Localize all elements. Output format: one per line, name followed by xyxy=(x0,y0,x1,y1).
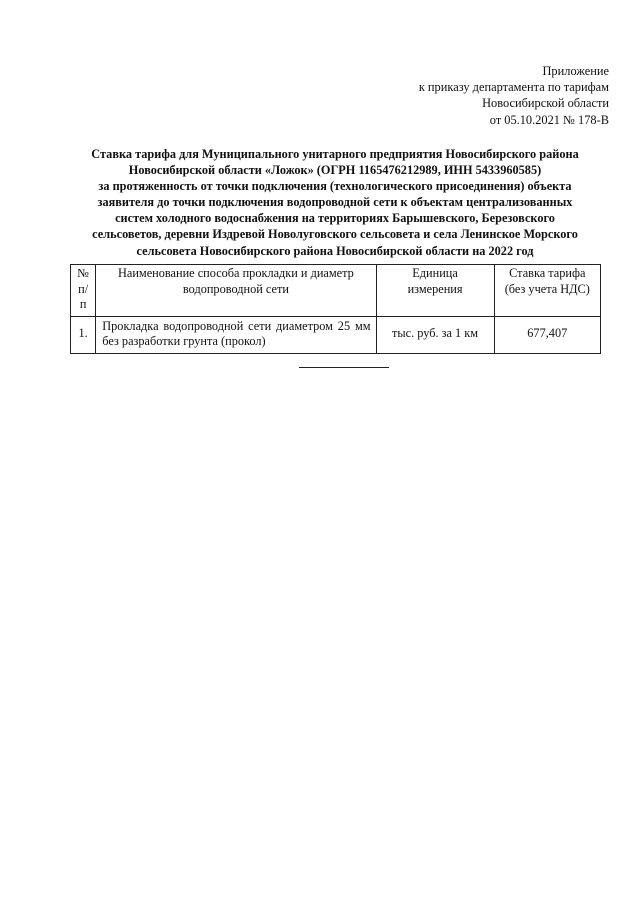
row-rate-value: 677,407 xyxy=(494,316,600,353)
header-number: № п/п xyxy=(71,265,96,317)
appendix-title: Приложение xyxy=(542,64,609,78)
heading-line: заявителя до точки подключения водопроводной сети к объектам централизованных xyxy=(97,195,573,210)
table-header-row xyxy=(71,265,601,317)
table-row xyxy=(71,316,601,353)
heading-line: систем холодного водоснабжения на территориях Барышевского, Березовского xyxy=(115,211,555,226)
heading-line: Ставка тарифа для Муниципального унитарного предприятия Новосибирского района xyxy=(91,147,579,161)
document-heading xyxy=(70,146,600,259)
row-method-description: Прокладка водопроводной сети диаметром 25 мм без разработки грунта (прокол) xyxy=(96,316,376,353)
row-unit: тыс. руб. за 1 км xyxy=(376,316,494,353)
header-method-and-diameter: Наименование способа прокладки и диаметр водопроводной сети xyxy=(96,265,376,317)
header-rate: Ставка тарифа (без учета НДС) xyxy=(494,265,600,317)
heading-line: за протяженность от точки подключения (технологического присоединения) объекта xyxy=(98,179,572,194)
appendix-block xyxy=(419,63,609,128)
row-number: 1. xyxy=(71,316,96,353)
closing-divider-line xyxy=(299,367,389,368)
appendix-order-date-number: от 05.10.2021 № 178-В xyxy=(489,112,609,127)
heading-line: Новосибирской области «Ложок» (ОГРН 1165476212989, ИНН 5433960585) xyxy=(128,163,542,178)
heading-line: сельсоветов, деревни Издревой Новолуговского сельсовета и села Ленинское Морского xyxy=(92,227,578,242)
heading-line: сельсовета Новосибирского района Новосибирской области на 2022 год xyxy=(136,243,534,258)
header-unit: Единица измерения xyxy=(376,265,494,317)
appendix-region: Новосибирской области xyxy=(482,96,609,111)
tariff-table xyxy=(70,264,601,354)
appendix-order-reference: к приказу департамента по тарифам xyxy=(418,80,609,95)
